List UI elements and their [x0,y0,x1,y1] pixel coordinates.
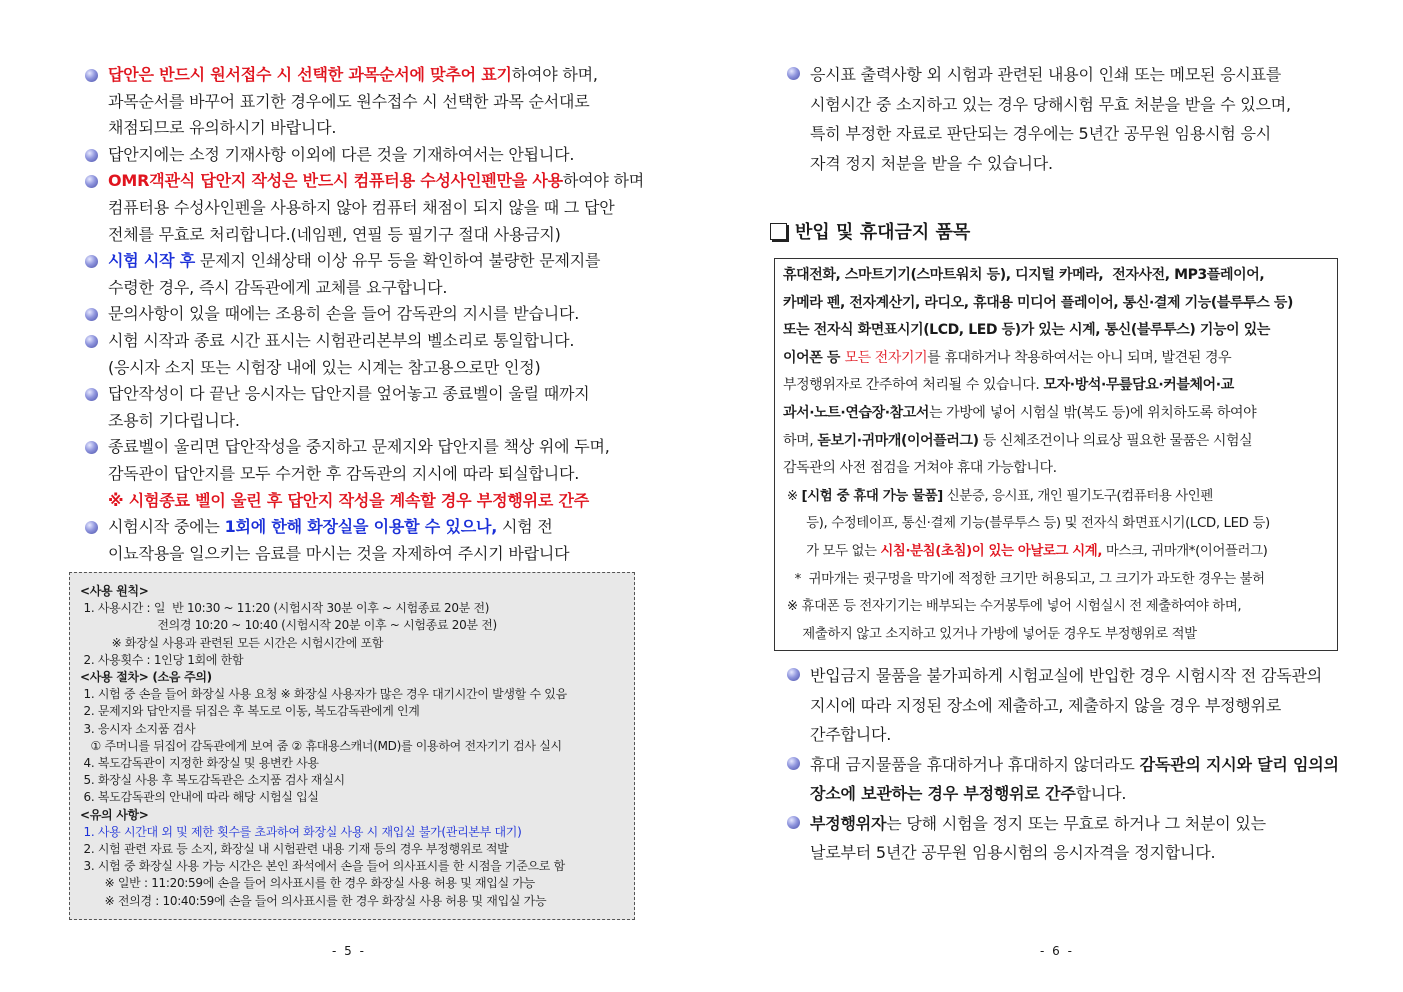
answer-sheet-warning-list [786,60,1340,178]
text-run: 또는 전자식 화면표시기(LCD, LED 등)가 있는 시계, 통신(블루투스) 기능이 있는 [783,322,1270,339]
text-line [108,195,644,222]
text-run: 특히 부정한 자료로 판단되는 경우에는 5년간 공무원 임용시험 응시 [810,124,1271,143]
text-run: 답안작성이 다 끝난 응시자는 답안지를 엎어놓고 종료벨이 울릴 때까지 [108,384,590,404]
text-line [108,142,644,169]
text-run: 과목순서를 바꾸어 표기한 경우에도 원수접수 시 선택한 과목 순서대로 [108,91,590,111]
text-run: 종료벨이 울리면 답안작성을 중지하고 문제지와 답안지를 책상 위에 두며, [108,437,610,457]
list-item [84,301,644,328]
text-run: 신분증, 응시표, 개인 필기도구(컴퓨터용 사인펜 [942,488,1213,504]
list-item [84,328,644,381]
text-run: 마스크, 귀마개*(이어플러그) [1102,543,1268,559]
box-heading: <사용 절차> (소음 주의) [80,670,212,685]
text-run: 모든 전자기기 [844,349,928,366]
page-number: - 5 - [332,944,366,958]
text-run: 답안은 반드시 원서접수 시 선택한 과목순서에 맞추어 표기 [108,65,512,84]
bullet-dot-icon [85,441,98,454]
box-line [783,538,1337,566]
text-run: 자격 정지 처분을 받을 수 있습니다. [810,153,1053,173]
warning-note: ※ 시험종료 벨이 울린 후 답안지 작성을 계속할 경우 부정행위로 간주 [108,490,589,510]
text-run: 응시표 출력사항 외 시험과 관련된 내용이 인쇄 또는 메모된 응시표를 [810,65,1282,84]
text-run: 날로부터 5년간 공무원 임용시험의 응시자격을 정지합니다. [810,843,1216,862]
text-line [108,434,644,461]
list-item [786,60,1340,178]
box-line: 5. 화장실 사용 후 복도감독관은 소지품 검사 재실시 [80,773,345,788]
box-line: 1. 사용 시간대 외 및 제한 횟수를 초과하여 화장실 사용 시 재입실 불가(관리본부 대기) [80,824,522,839]
bullet-dot-icon [85,175,98,188]
text-run: 하여야 하며, [511,65,598,84]
text-line [108,301,644,328]
prohibited-items-box [774,258,1338,651]
restroom-usage-box [69,572,635,920]
text-run: 감독관이 답안지를 모두 수거한 후 감독관의 지시에 따라 퇴실합니다. [108,463,580,483]
text-run: (응시자 소지 또는 시험장 내에 있는 시계는 참고용으로만 인정) [108,357,541,377]
text-run: 간주합니다. [810,725,892,744]
text-run: 시침·분침(초침)이 있는 아날로그 시계, [880,543,1103,559]
text-line [108,168,644,195]
text-line [108,408,644,435]
text-line [108,89,644,116]
text-line [108,275,644,302]
box-line: 전의경 10:20 ~ 10:40 (시험시작 20분 이후 ~ 시험종료 20분 전) [80,618,497,633]
list-item [786,661,1340,750]
text-line [810,750,1340,780]
box-line [783,428,1337,456]
text-line [810,720,1340,750]
text-line [810,119,1340,149]
text-run: 이뇨작용을 일으키는 음료를 마시는 것을 자제하여 주시기 바랍니다 [108,543,570,563]
box-line: 3. 시험 중 화장실 사용 가능 시간은 본인 좌석에서 손을 들어 의사표시를 한 시점을 기준으로 함 [80,859,565,874]
box-line [783,317,1337,345]
text-run: OMR객관식 답안지 작성은 반드시 컴퓨터용 수성사인펜만을 사용 [108,171,563,191]
box-line [783,290,1337,318]
text-run: 시험 전 [497,517,553,537]
text-run: 답안지에는 소정 기재사항 이외에 다른 것을 기재하여서는 안됩니다. [108,144,575,164]
text-line [810,838,1340,868]
text-line [108,461,644,488]
list-item [84,142,644,169]
list-item [786,809,1340,868]
text-run: 등), 수정테이프, 통신·결제 기능(블루투스 등) 및 전자식 화면표시기(LCD, LED 등) [783,516,1270,532]
text-run: 하며, [783,432,818,449]
text-run: 반입금지 물품을 불가피하게 시험교실에 반입한 경우 시험시작 전 감독관의 [810,666,1323,685]
text-run: ※ [783,488,802,504]
box-line: 2. 시험 관련 자료 등 소지, 화장실 내 시험관련 내용 기재 등의 경우 부정행위로 적발 [80,842,509,857]
page-5 [0,0,700,992]
box-line: 2. 문제지와 답안지를 뒤집은 후 복도로 이동, 복도감독관에게 인계 [80,704,420,719]
prohibited-items-rules-list [786,661,1340,868]
bullet-dot-icon [85,69,98,82]
text-run: 제출하지 않고 소지하고 있거나 가방에 넣어둔 경우도 부정행위로 적발 [783,626,1197,642]
text-line [810,779,1340,809]
box-heading: <유의 사항> [80,807,149,822]
text-run: 컴퓨터용 수성사인펜을 사용하지 않아 컴퓨터 채점이 되지 않을 때 그 답안 [108,197,615,217]
box-line [783,593,1337,621]
box-line: ※ 전의경 : 10:40:59에 손을 들어 의사표시를 한 경우 화장실 사용 허용 및 재입실 가능 [80,893,547,908]
text-run: 모자·방석·무릎담요·커블체어·교 [1043,377,1234,394]
bullet-dot-icon [787,757,800,770]
text-run: 시험 시작 후 [108,251,196,271]
text-line [810,809,1340,839]
text-run: * 귀마개는 귓구멍을 막기에 적정한 크기만 허용되고, 그 크기가 과도한 경우는 불허 [783,571,1265,587]
box-line: 6. 복도감독관의 안내에 따라 해당 시험실 입실 [80,790,319,805]
box-line: 3. 응시자 소지품 검사 [80,721,196,736]
text-run: 이어폰 등 [783,349,845,366]
box-heading: <사용 원칙> [80,584,149,598]
text-run: 조용히 기다립니다. [108,410,240,430]
text-line [108,115,644,142]
box-line: 1. 사용시간 : 일 반 10:30 ~ 11:20 (시험시작 30분 이후 ~ 시험종료 20분 전) [80,601,490,616]
text-line [108,514,644,541]
text-line [108,355,644,382]
text-run: 전체를 무효로 처리합니다.(네임펜, 연필 등 필기구 절대 사용금지) [108,224,561,244]
text-run: 1회에 한해 화장실을 이용할 수 있으나, [224,517,498,537]
box-line [783,345,1337,373]
box-line: ① 주머니를 뒤집어 감독관에게 보여 줌 ② 휴대용스캐너(MD)를 이용하여 전자기기 검사 실시 [80,738,562,753]
section-title-prohibited-items [770,218,970,244]
box-line: ※ 일반 : 11:20:59에 손을 들어 의사표시를 한 경우 화장실 사용 허용 및 재입실 가능 [80,876,535,891]
list-item [84,514,644,567]
text-run: [시험 중 휴대 가능 물품] [801,488,943,504]
list-item [84,62,644,142]
box-line: 1. 시험 중 손을 들어 화장실 사용 요청 ※ 화장실 사용자가 많은 경우 대기시간이 발생할 수 있음 [80,687,567,702]
box-line: 2. 사용횟수 : 1인당 1회에 한함 [80,652,244,667]
text-run: 는 가방에 넣어 시험실 밖(복도 등)에 위치하도록 하여야 [929,404,1257,421]
bullet-dot-icon [787,67,800,80]
text-line [108,62,644,89]
text-line [810,661,1340,691]
text-run: 카메라 펜, 전자계산기, 라디오, 휴대용 미디어 플레이어, 통신·결제 기능(블루투스 등) [783,294,1293,311]
text-run: 시험 시작과 종료 시간 표시는 시험관리본부의 벨소리로 통일합니다. [108,330,575,350]
text-run: 문제지 인쇄상태 이상 유무 등을 확인하여 불량한 문제지를 [195,251,601,271]
bullet-dot-icon [85,388,98,401]
checkbox-icon [770,223,787,240]
list-item [84,381,644,434]
text-line [108,541,644,568]
section-title-text: 반입 및 휴대금지 품목 [795,222,971,243]
text-run: 지시에 따라 지정된 장소에 제출하고, 제출하지 않을 경우 부정행위로 [810,695,1282,715]
text-line [108,381,644,408]
text-line [810,90,1340,120]
box-line: ※ 화장실 사용과 관련된 모든 시간은 시험시간에 포함 [80,635,384,650]
bullet-dot-icon [85,521,98,534]
box-line [783,621,1337,649]
box-line [783,566,1337,594]
box-line [783,262,1337,290]
text-run: 하여야 하며 [562,171,645,191]
box-line [783,483,1337,511]
box-line: 4. 복도감독관이 지정한 화장실 및 용변칸 사용 [80,756,319,771]
text-run: 부정행위자로 간주하여 처리될 수 있습니다. [783,377,1044,394]
text-run: 가 모두 없는 [783,543,881,559]
bullet-dot-icon [85,308,98,321]
text-run: 돋보기·귀마개(이어플러그) [817,432,979,449]
list-item [84,248,644,301]
text-run: 감독관의 지시와 달리 임의의 [1139,754,1339,774]
text-line [108,328,644,355]
bullet-dot-icon [787,668,800,681]
text-run: 수령한 경우, 즉시 감독관에게 교체를 요구합니다. [108,277,448,297]
text-run: 등 신체조건이나 의료상 필요한 물품은 시험실 [978,432,1253,449]
box-line [783,510,1337,538]
bullet-dot-icon [85,335,98,348]
bullet-dot-icon [85,149,98,162]
text-run: 감독관의 사전 점검을 거쳐야 휴대 가능합니다. [783,460,1057,477]
list-item [786,750,1340,809]
text-line [810,691,1340,721]
page-6 [702,0,1403,992]
text-run: 합니다. [1075,784,1127,803]
text-run: 시험시작 중에는 [108,517,225,537]
text-run: 휴대전화, 스마트기기(스마트워치 등), 디지털 카메라, 전자사전, MP3플레이어, [783,267,1265,283]
text-run: ※ 휴대폰 등 전자기기는 배부되는 수거봉투에 넣어 시험실시 전 제출하여야 하며, [783,599,1242,615]
text-run: 부정행위자 [810,813,887,833]
text-run: 문의사항이 있을 때에는 조용히 손을 들어 감독관의 지시를 받습니다. [108,304,580,324]
list-item [84,434,644,514]
text-line [810,149,1340,179]
text-run: 시험시간 중 소지하고 있는 경우 당해시험 무효 처분을 받을 수 있으며, [810,94,1291,114]
list-item [84,168,644,248]
page-number: - 6 - [1040,944,1074,958]
bullet-dot-icon [85,255,98,268]
text-run: 채점되므로 유의하시기 바랍니다. [108,118,337,138]
box-line [783,400,1337,428]
text-run: 과서·노트·연습장·참고서 [783,404,929,421]
box-line [783,372,1337,400]
text-line [108,248,644,275]
text-run: 는 당해 시험을 정지 또는 무효로 하거나 그 처분이 있는 [886,813,1266,833]
exam-rules-list [84,62,644,567]
text-run: 휴대 금지물품을 휴대하거나 휴대하지 않더라도 [810,754,1140,774]
text-line [108,222,644,249]
box-line [783,455,1337,483]
bullet-dot-icon [787,816,800,829]
text-run: 장소에 보관하는 경우 부정행위로 간주 [810,784,1076,803]
text-run: 를 휴대하거나 착용하여서는 아니 되며, 발견된 경우 [927,349,1232,366]
text-line [810,60,1340,90]
